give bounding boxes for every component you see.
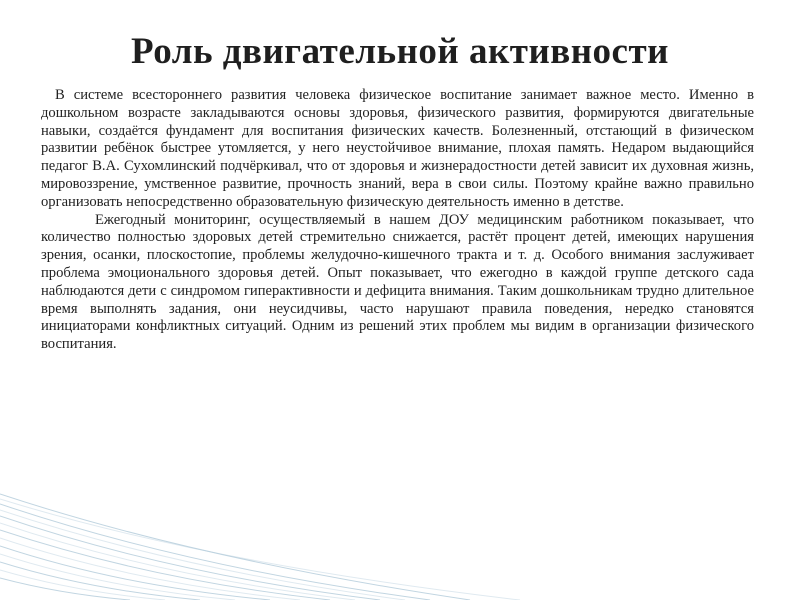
decorative-wave-lines — [0, 490, 800, 600]
paragraph: Ежегодный мониторинг, осуществляемый в нашем ДОУ медицинским работником показывает, что количество полностью здоровых детей стремительно снижается, растёт процент детей, имеющих нарушения зрения, осанки, плоскостопие, проблемы желудочно-кишечного тракта и т. д. Особого внимания заслуживает проблема эмоционального здоровья детей. Опыт показывает, что ежегодно в каждой группе детского сада наблюдаются дети с синдромом гиперактивности и дефицита внимания. Таким дошкольникам трудно длительное время выполнять задания, они неусидчивы, часто нарушают правила поведения, нередко становятся инициаторами конфликтных ситуаций. Одним из решений этих проблем мы видим в организации физического воспитания. — [41, 211, 754, 353]
paragraph: В системе всестороннего развития человека физическое воспитание занимает важное место. Именно в дошкольном возрасте закладываются основы здоровья, физического развития, формируются двигательные навыки, создаётся фундамент для воспитания физических качеств. Болезненный, отстающий в физическом развитии ребёнок быстрее утомляется, у него неустойчивое внимание, плохая память. Недаром выдающийся педагог В.А. Сухомлинский подчёркивал, что от здоровья и жизнерадостности детей зависит их духовная жизнь, мировоззрение, умственное развитие, прочность знаний, вера в свои силы. Поэтому крайне важно правильно организовать непосредственно образовательную физическую деятельность именно в детстве. — [41, 87, 754, 210]
slide-body — [41, 87, 754, 354]
page-title: Роль двигательной активности — [131, 31, 669, 72]
